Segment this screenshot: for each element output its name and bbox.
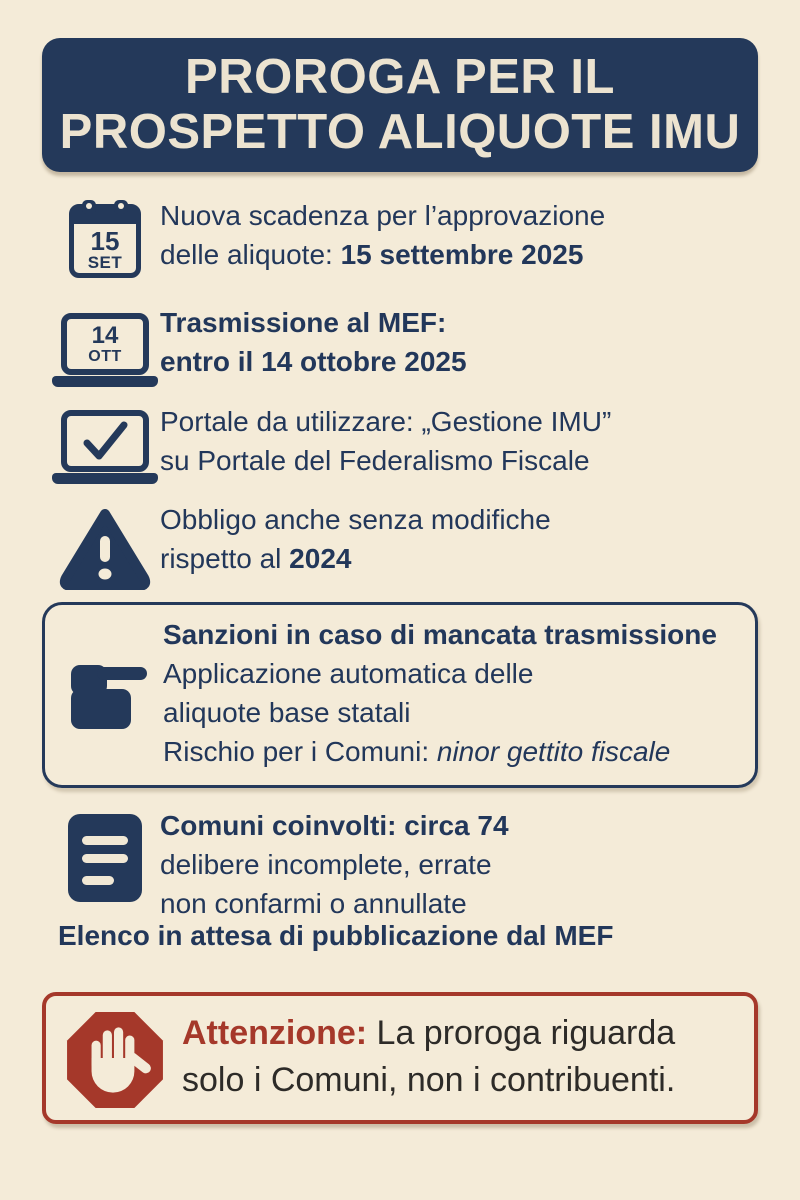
folder-icon bbox=[69, 661, 149, 731]
laptop-check-icon bbox=[50, 402, 160, 484]
calendar-month-label: SET bbox=[87, 252, 123, 272]
obligation-text: Obbligo anche senza modifiche rispetto al 2024 bbox=[160, 504, 551, 574]
warning-triangle-icon bbox=[50, 500, 160, 590]
municipalities-row bbox=[50, 806, 758, 923]
laptop-day-label: 14 bbox=[91, 321, 119, 349]
stop-hand-icon bbox=[64, 1009, 166, 1116]
calendar-ring-icon bbox=[82, 200, 96, 214]
portal-row bbox=[50, 402, 758, 484]
obligation-row bbox=[50, 500, 758, 590]
transmission-row bbox=[50, 303, 758, 387]
calendar-day-label: 15 bbox=[90, 225, 120, 256]
sanctions-text: Sanzioni in caso di mancata trasmissione Applicazione automatica delle aliquote base statali Rischio per i Comuni: ninor gettito fiscale bbox=[163, 619, 717, 767]
calendar-icon bbox=[50, 196, 160, 278]
laptop-month-label: OTT bbox=[88, 347, 122, 365]
document-icon bbox=[50, 806, 160, 923]
calendar-ring-icon bbox=[114, 200, 128, 214]
checkmark-icon bbox=[77, 419, 133, 463]
header-title-line2: PROSPETTO ALIQUOTE IMU bbox=[59, 105, 741, 159]
portal-text: Portale da utilizzare: „Gestione IMU” su Portale del Federalismo Fiscale bbox=[160, 406, 612, 476]
laptop-calendar-icon bbox=[50, 303, 160, 387]
attention-text: Attenzione: La proroga riguarda solo i Comuni, non i contribuenti. bbox=[182, 1014, 676, 1099]
attention-box bbox=[42, 992, 758, 1124]
sanctions-box bbox=[42, 602, 758, 788]
municipalities-text: Comuni coinvolti: circa 74 delibere incomplete, errate non confarmi o annullate bbox=[160, 810, 509, 919]
header-banner bbox=[42, 38, 758, 172]
header-title-line1: PROROGA PER IL bbox=[185, 50, 615, 104]
transmission-text: Trasmissione al MEF: entro il 14 ottobre 2025 bbox=[160, 307, 467, 377]
mef-publication-note: Elenco in attesa di pubblicazione dal MEF bbox=[58, 920, 614, 951]
deadline-approval-text: Nuova scadenza per l’approvazione delle aliquote: 15 settembre 2025 bbox=[160, 200, 606, 270]
attention-label: Attenzione: bbox=[182, 1014, 368, 1052]
deadline-approval-row bbox=[50, 196, 758, 278]
